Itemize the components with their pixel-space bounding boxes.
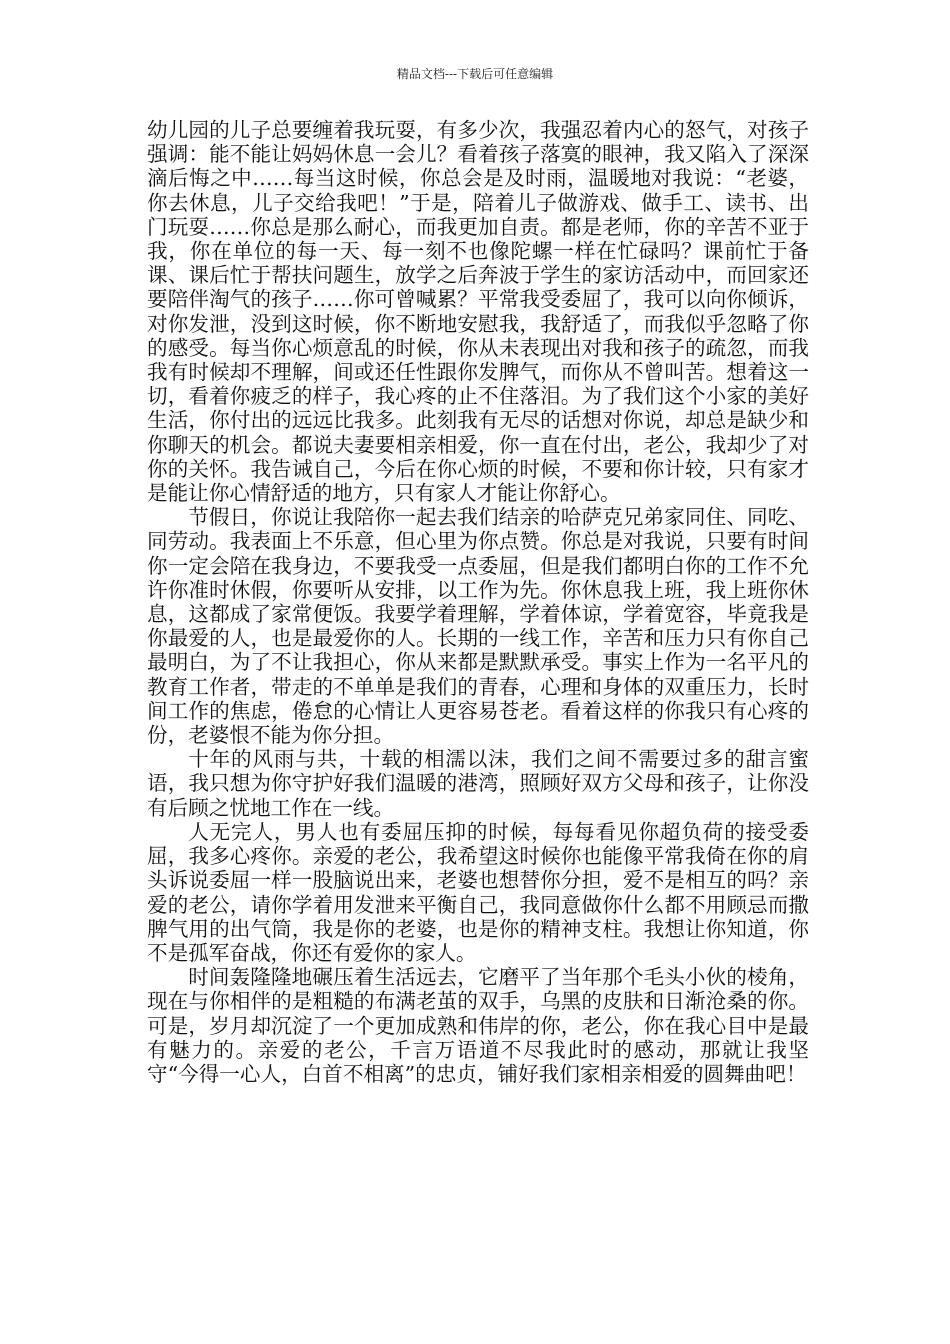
- paragraph-4: 人无完人，男人也有委屈压抑的时候，每每看见你超负荷的接受委屈，我多心疼你。亲爱的老公，我希望这时候你也能像平常我倚在你的肩头诉说委屈一样一股脑说出来，老婆也想替你分担，爱不是相互的吗？亲爱的老公，请你学着用发泄来平衡自己，我同意做你什么都不用顾忌而撒脾气用的出气筒，我是你的老婆，也是你的精神支柱。我想让你知道，你不是孤军奋战，你还有爱你的家人。: [147, 819, 809, 965]
- paragraph-3: 十年的风雨与共，十载的相濡以沫，我们之间不需要过多的甜言蜜语，我只想为你守护好我们温暖的港湾，照顾好双方父母和孩子，让你没有后顾之忧地工作在一线。: [147, 747, 809, 820]
- page-header: 精品文档---下载后可任意编辑: [396, 67, 554, 81]
- paragraph-5: 时间轰隆隆地碾压着生活远去，它磨平了当年那个毛头小伙的棱角，现在与你相伴的是粗糙的布满老茧的双手，乌黑的皮肤和日渐沧桑的你。可是，岁月却沉淀了一个更加成熟和伟岸的你，老公，你在我心目中是最有魅力的。亲爱的老公，千言万语道不尽我此时的感动，那就让我坚守“今得一心人，白首不相离”的忠贞，铺好我们家相亲相爱的圆舞曲吧！: [147, 965, 809, 1086]
- paragraph-1: 幼儿园的儿子总要缠着我玩耍，有多少次，我强忍着内心的怒气，对孩子强调：能不能让妈妈休息一会儿？看着孩子落寞的眼神，我又陷入了深深滴后悔之中……每当这时候，你总会是及时雨，温暖地对我说：“老婆，你去休息，儿子交给我吧！”于是，陪着儿子做游戏、做手工、读书、出门玩耍……你总是那么耐心，而我更加自责。都是老师，你的辛苦不亚于我，你在单位的每一天、每一刻不也像陀螺一样在忙碌吗？课前忙于备课、课后忙于帮扶问题生，放学之后奔波于学生的家访活动中，而回家还要陪伴淘气的孩子……你可曾喊累？平常我受委屈了，我可以向你倾诉，对你发泄，没到这时候，你不断地安慰我，我舒适了，而我似乎忽略了你的感受。每当你心烦意乱的时候，你从未表现出对我和孩子的疏忽，而我我有时候却不理解，间或还任性跟你发脾气，而你从不曾叫苦。想着这一切，看着你疲乏的样子，我心疼的止不住落泪。为了我们这个小家的美好生活，你付出的远远比我多。此刻我有无尽的话想对你说，却总是缺少和你聊天的机会。都说夫妻要相亲相爱，你一直在付出，老公，我却少了对你的关怀。我告诫自己，今后在你心烦的时候，不要和你计较，只有家才是能让你心情舒适的地方，只有家人才能让你舒心。: [147, 118, 809, 506]
- paragraph-2: 节假日，你说让我陪你一起去我们结亲的哈萨克兄弟家同住、同吃、同劳动。我表面上不乐意，但心里为你点赞。你总是对我说，只要有时间你一定会陪在我身边，不要我受一点委屈，但是我们都明白你的工作不允许你准时休假，你要听从安排，以工作为先。你休息我上班，我上班你休息，这都成了家常便饭。我要学着理解，学着体谅，学着宽容，毕竟我是你最爱的人，也是最爱你的人。长期的一线工作，辛苦和压力只有你自己最明白，为了不让我担心，你从来都是默默承受。事实上作为一名平凡的教育工作者，带走的不单单是我们的青春，心理和身体的双重压力，长时间工作的焦虑，倦怠的心情让人更容易苍老。看着这样的你我只有心疼的份，老婆恨不能为你分担。: [147, 505, 809, 748]
- document-body: [147, 118, 809, 1086]
